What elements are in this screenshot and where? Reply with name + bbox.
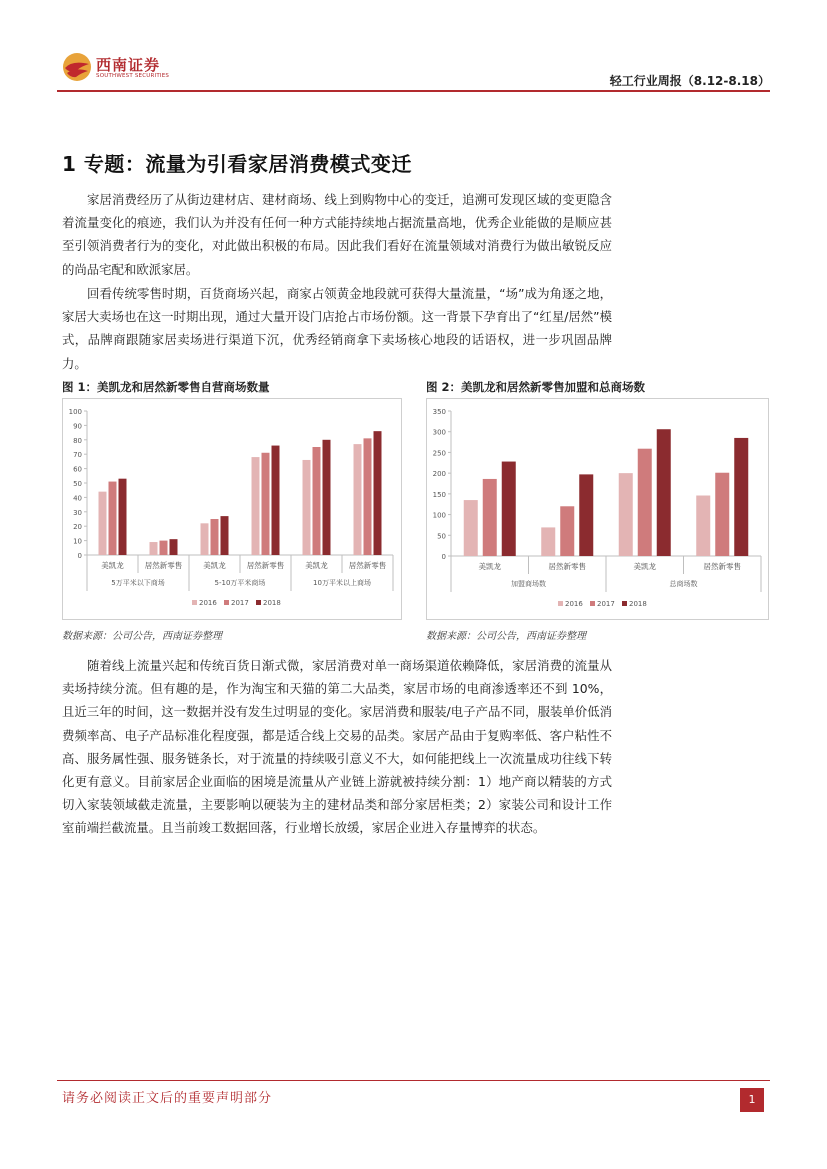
fig2-legend-swatch (590, 601, 595, 606)
fig2-y-tick-label: 150 (432, 490, 446, 499)
figure-2-chart (426, 398, 769, 620)
fig2-y-tick-label: 100 (432, 511, 446, 520)
page-number: 1 (740, 1088, 764, 1112)
fig2-bar (619, 473, 633, 556)
fig2-bar (464, 500, 478, 556)
fig1-bar (303, 460, 311, 555)
fig1-bar (354, 444, 362, 555)
fig1-bar (272, 446, 280, 555)
fig2-legend-label: 2016 (565, 600, 583, 608)
fig2-bar (638, 449, 652, 556)
logo-emblem-icon (62, 52, 92, 82)
fig1-y-tick-label: 80 (73, 436, 82, 445)
fig1-bar (109, 482, 117, 555)
fig1-bar (252, 457, 260, 555)
fig2-y-tick-label: 200 (432, 470, 446, 479)
section-title: 1 专题：流量为引看家居消费模式变迁 (62, 152, 412, 176)
fig1-y-tick-label: 100 (68, 408, 82, 416)
fig2-bar (579, 474, 593, 556)
paragraph-1: 家居消费经历了从街边建材店、建材商场、线上到购物中心的变迁，追溯可发现区域的变更隐含着流量变化的痕迹，我们认为并没有任何一种方式能持续地占据流量高地，优秀企业能做的是顺应甚至引领消费者行为的变化，对此做出积极的布局。因此我们看好在流量领域对消费行为做出敏锐反应的尚品宅配和欧派家居。 (62, 192, 612, 277)
fig1-group-label: 10万平米以上商场 (313, 579, 371, 587)
fig2-bar (541, 527, 555, 556)
fig2-x-tick-label: 美凯龙 (633, 562, 656, 571)
footer-notice: 请务必阅读正文后的重要声明部分 (62, 1091, 273, 1106)
fig2-bar (657, 429, 671, 556)
figure-2-source: 数据来源：公司公告，西南证券整理 (426, 631, 586, 642)
paragraph-3: 随着线上流量兴起和传统百货日渐式微，家居消费对单一商场渠道依赖降低，家居消费的流量从卖场持续分流。但有趣的是，作为淘宝和天猫的第二大品类，家居市场的电商渗透率还不到 10%，且近三年的时间，这一数据并没有发生过明显的变化。家居消费和服装/电子产品不同，服装单价低消费频率高、电子产品标准化程度强，都是适合线上交易的品类。家居产品由于复购率低、客户粘性不高、服务属性强、服务链条长，对于流量的持续吸引意义不大，如何能把线上一次流量成功往线下转化更有意义。目前家居企业面临的困境是流量从产业链上游就被持续分割：1）地产商以精装的方式切入家装领域截走流量，主要影响以硬装为主的建材品类和部分家居柜类；2）家装公司和设计工作室前端拦截流量。且当前竣工数据回落，行业增长放缓，家居企业进入存量博弈的状态。 (62, 658, 612, 836)
fig1-group-label: 5-10万平米商场 (214, 579, 266, 587)
fig1-y-tick-label: 20 (73, 523, 82, 532)
fig2-bar (502, 462, 516, 556)
fig1-y-tick-label: 90 (73, 422, 82, 431)
fig1-x-tick-label: 美凯龙 (101, 561, 124, 570)
figure-2-svg (427, 399, 768, 619)
fig1-legend-swatch (256, 600, 261, 605)
fig2-group-label: 加盟商场数 (511, 580, 546, 588)
fig1-x-tick-label: 居然新零售 (348, 561, 387, 570)
fig2-bar (560, 506, 574, 556)
fig2-legend-swatch (622, 601, 627, 606)
fig2-y-tick-label: 50 (437, 532, 446, 541)
fig2-y-tick-label: 0 (441, 553, 446, 561)
header-divider (57, 90, 770, 92)
fig1-y-tick-label: 0 (77, 552, 82, 560)
logo-text-cn: 西南证券 (96, 56, 161, 74)
fig1-bar (313, 447, 321, 555)
fig2-bar (483, 479, 497, 556)
fig1-y-tick-label: 70 (73, 451, 82, 460)
logo-text-en: SOUTHWEST SECURITIES (96, 73, 170, 79)
fig2-x-tick-label: 居然新零售 (548, 562, 586, 571)
fig2-x-tick-label: 居然新零售 (703, 562, 741, 571)
fig1-bar (364, 438, 372, 555)
fig2-bar (715, 473, 729, 556)
figure-1-chart (62, 398, 402, 620)
fig1-bar (119, 479, 127, 555)
fig1-x-tick-label: 美凯龙 (305, 561, 328, 570)
fig2-group-label: 总商场数 (669, 580, 698, 588)
report-title: 轻工行业周报（8.12-8.18） (609, 74, 770, 88)
fig1-bar (211, 519, 219, 555)
fig1-y-tick-label: 10 (73, 537, 82, 546)
fig1-y-tick-label: 40 (73, 494, 82, 503)
fig1-bar (160, 541, 168, 555)
figure-1-source: 数据来源：公司公告，西南证券整理 (62, 631, 222, 642)
fig2-x-tick-label: 美凯龙 (478, 562, 501, 571)
fig1-y-tick-label: 50 (73, 480, 82, 488)
fig1-legend-swatch (224, 600, 229, 605)
fig1-legend-label: 2017 (231, 599, 249, 607)
fig2-legend-label: 2018 (629, 600, 647, 608)
fig1-y-tick-label: 60 (73, 465, 82, 474)
fig2-y-tick-label: 350 (432, 408, 446, 416)
figure-1-title: 图 1：美凯龙和居然新零售自营商场数量 (62, 380, 270, 394)
fig2-y-tick-label: 300 (432, 428, 446, 437)
paragraph-2: 回看传统零售时期，百货商场兴起，商家占领黄金地段就可获得大量流量，“场”成为角逐之地，家居大卖场也在这一时期出现，通过大量开设门店抢占市场份额。这一背景下孕育出了“红星/居然”模式，品牌商跟随家居卖场进行渠道下沉，优秀经销商拿下卖场核心地段的话语权，进一步巩固品牌力。 (62, 286, 612, 371)
fig1-bar (99, 492, 107, 555)
fig1-bar (221, 516, 229, 555)
fig1-legend-swatch (192, 600, 197, 605)
fig2-bar (696, 496, 710, 556)
company-logo (62, 50, 177, 88)
fig1-bar (262, 453, 270, 555)
fig1-bar (201, 523, 209, 555)
figure-1-svg (63, 399, 401, 619)
fig1-x-tick-label: 居然新零售 (246, 561, 285, 570)
fig1-legend-label: 2016 (199, 599, 217, 607)
fig1-bar (323, 440, 331, 555)
fig1-bar (374, 431, 382, 555)
footer-divider (57, 1080, 770, 1081)
fig2-bar (734, 438, 748, 556)
fig1-x-tick-label: 居然新零售 (144, 561, 183, 570)
fig1-bar (170, 539, 178, 555)
fig1-y-tick-label: 30 (73, 508, 82, 517)
fig2-y-tick-label: 250 (432, 449, 446, 458)
fig1-group-label: 5万平米以下商场 (111, 579, 165, 587)
fig2-legend-label: 2017 (597, 600, 615, 608)
fig2-legend-swatch (558, 601, 563, 606)
figure-2-title: 图 2：美凯龙和居然新零售加盟和总商场数 (426, 380, 646, 394)
fig1-legend-label: 2018 (263, 599, 281, 607)
fig1-x-tick-label: 美凯龙 (203, 561, 226, 570)
fig1-bar (150, 542, 158, 555)
